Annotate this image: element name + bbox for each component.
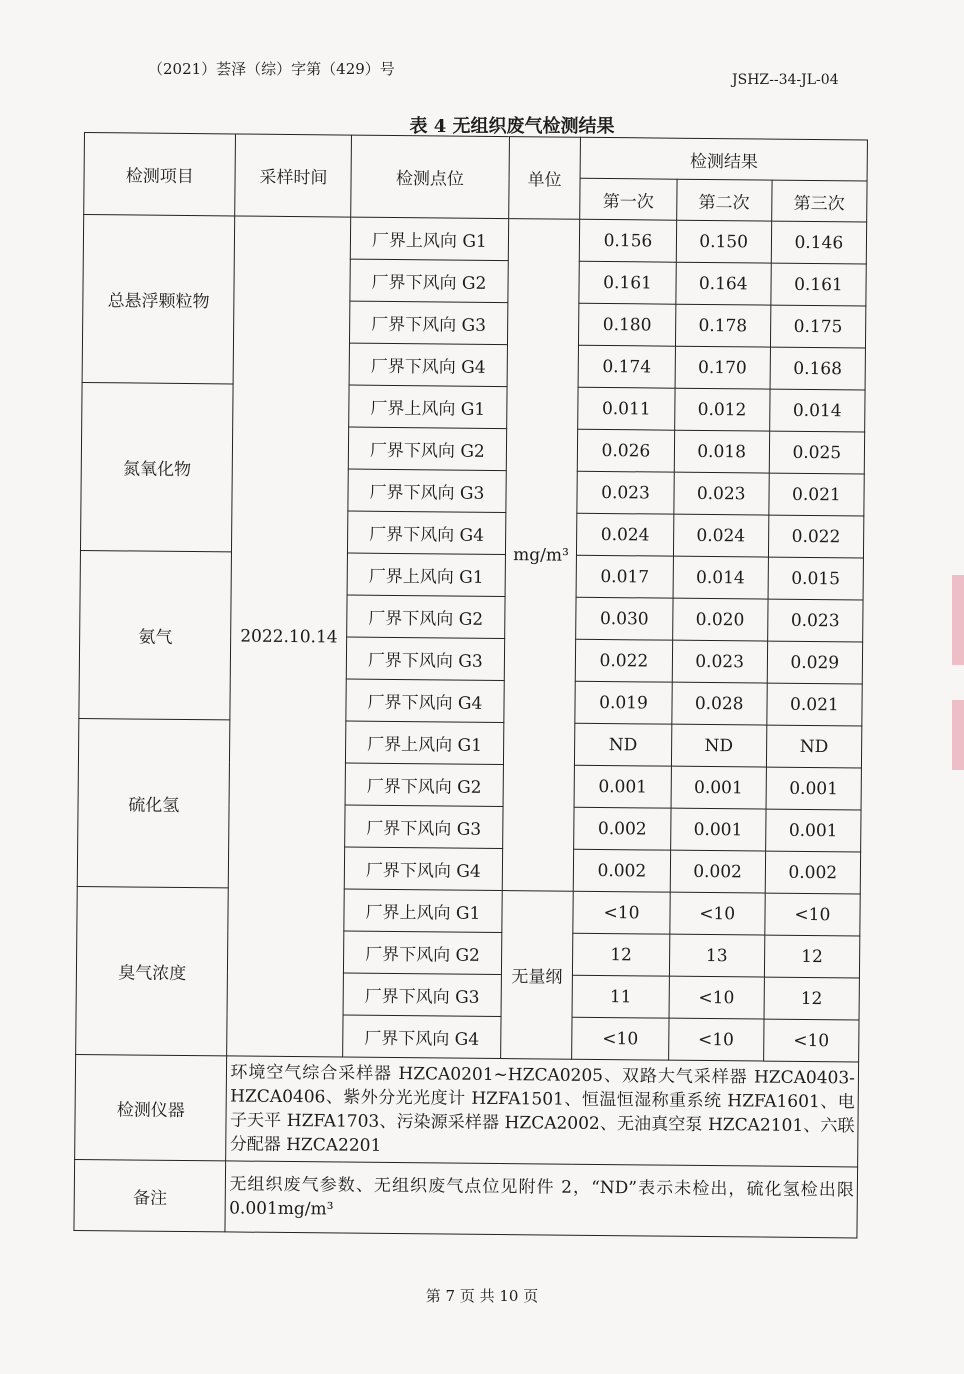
col-header-time: 采样时间 bbox=[235, 134, 351, 217]
value-cell: 0.030 bbox=[576, 597, 673, 640]
value-cell: 0.029 bbox=[767, 641, 863, 684]
sampling-time: 2022.10.14 bbox=[227, 216, 351, 1057]
point-cell: 厂界下风向 G4 bbox=[349, 343, 507, 387]
col-header-second: 第二次 bbox=[676, 179, 772, 221]
col-header-item: 检测项目 bbox=[84, 133, 236, 216]
col-header-unit: 单位 bbox=[508, 137, 580, 220]
value-cell: <10 bbox=[669, 976, 765, 1019]
table-row bbox=[83, 215, 866, 265]
value-cell: 0.001 bbox=[671, 766, 767, 809]
value-cell: 0.021 bbox=[769, 473, 865, 516]
value-cell: 0.002 bbox=[574, 849, 671, 892]
table-row bbox=[82, 382, 865, 432]
value-cell: 0.028 bbox=[671, 682, 767, 725]
value-cell: <10 bbox=[765, 893, 861, 936]
point-cell: 厂界上风向 G1 bbox=[347, 553, 505, 597]
value-cell: 0.001 bbox=[765, 809, 861, 852]
point-cell: 厂界下风向 G3 bbox=[350, 301, 508, 345]
value-cell: <10 bbox=[668, 1018, 764, 1061]
seal-edge-mark-lower bbox=[952, 700, 964, 770]
value-cell: 0.026 bbox=[578, 429, 675, 472]
value-cell: 0.168 bbox=[770, 347, 866, 390]
table-row bbox=[77, 886, 860, 936]
point-cell: 厂界下风向 G2 bbox=[344, 931, 502, 975]
table-number: 表 4 bbox=[409, 116, 447, 137]
value-cell: 0.150 bbox=[676, 220, 772, 263]
item-name: 总悬浮颗粒物 bbox=[82, 215, 235, 384]
value-cell: 12 bbox=[573, 933, 670, 976]
page-footer: 第 7 页 共 10 页 bbox=[425, 1287, 539, 1305]
value-cell: 0.023 bbox=[672, 640, 768, 683]
table-row bbox=[78, 718, 861, 768]
value-cell: 0.017 bbox=[576, 555, 673, 598]
point-cell: 厂界下风向 G2 bbox=[350, 259, 508, 303]
point-cell: 厂界上风向 G1 bbox=[349, 385, 507, 429]
value-cell: 0.015 bbox=[768, 557, 864, 600]
value-cell: 0.014 bbox=[673, 556, 769, 599]
value-cell: 0.011 bbox=[578, 387, 675, 430]
col-header-result: 检测结果 bbox=[580, 137, 867, 181]
point-cell: 厂界上风向 G1 bbox=[350, 217, 508, 261]
value-cell: 11 bbox=[572, 975, 669, 1018]
value-cell: 0.001 bbox=[670, 808, 766, 851]
value-cell: 0.180 bbox=[579, 303, 676, 346]
value-cell: 0.022 bbox=[768, 515, 864, 558]
point-cell: 厂界下风向 G4 bbox=[343, 1015, 501, 1059]
point-cell: 厂界下风向 G2 bbox=[348, 427, 506, 471]
item-name: 硫化氢 bbox=[77, 718, 230, 887]
instruments-label: 检测仪器 bbox=[75, 1054, 227, 1160]
remarks-row bbox=[74, 1159, 858, 1238]
value-cell: 0.002 bbox=[670, 850, 766, 893]
value-cell: <10 bbox=[763, 1019, 859, 1062]
value-cell: 0.023 bbox=[577, 471, 674, 514]
table-title-text: 无组织废气检测结果 bbox=[452, 116, 615, 137]
point-cell: 厂界下风向 G2 bbox=[347, 595, 505, 639]
col-header-first: 第一次 bbox=[580, 178, 677, 220]
value-cell: 0.021 bbox=[767, 683, 863, 726]
value-cell: 0.019 bbox=[575, 681, 672, 724]
point-cell: 厂界下风向 G4 bbox=[348, 511, 506, 555]
value-cell: <10 bbox=[572, 1017, 669, 1060]
item-name: 氮氧化物 bbox=[80, 382, 233, 551]
value-cell: 0.146 bbox=[771, 221, 867, 264]
value-cell: 0.014 bbox=[769, 389, 865, 432]
point-cell: 厂界上风向 G1 bbox=[346, 721, 504, 765]
value-cell: 12 bbox=[764, 935, 860, 978]
value-cell: <10 bbox=[669, 892, 765, 935]
point-cell: 厂界下风向 G3 bbox=[348, 469, 506, 513]
item-name: 氨气 bbox=[79, 550, 232, 719]
point-cell: 厂界下风向 G4 bbox=[344, 847, 502, 891]
results-table bbox=[73, 132, 868, 1238]
value-cell: 0.012 bbox=[674, 388, 770, 431]
instruments-row bbox=[75, 1054, 859, 1167]
unit-cell: mg/m³ bbox=[502, 219, 580, 892]
col-header-point: 检测点位 bbox=[351, 135, 509, 219]
value-cell: 0.161 bbox=[771, 263, 867, 306]
value-cell: 0.022 bbox=[576, 639, 673, 682]
point-cell: 厂界下风向 G3 bbox=[343, 973, 501, 1017]
value-cell: 0.001 bbox=[574, 765, 671, 808]
value-cell: 0.002 bbox=[765, 851, 861, 894]
value-cell: 0.018 bbox=[674, 430, 770, 473]
document-code: JSHZ--34-JL-04 bbox=[732, 72, 839, 88]
remarks-text: 无组织废气参数、无组织废气点位见附件 2，“ND”表示未检出，硫化氢检出限 0.001mg/m³ bbox=[225, 1161, 857, 1238]
instruments-text: 环境空气综合采样器 HZCA0201~HZCA0205、双路大气采样器 HZCA0403-HZCA0406、紫外分光光度计 HZFA1501、恒温恒湿称重系统 HZFA1601、电子天平 HZFA1703、污染源采样器 HZCA2002、无油真空泵 HZCA2101、六联分配器 HZCA2201 bbox=[226, 1056, 859, 1167]
value-cell: 0.024 bbox=[577, 513, 674, 556]
point-cell: 厂界下风向 G2 bbox=[345, 763, 503, 807]
value-cell: 0.175 bbox=[770, 305, 866, 348]
value-cell: 12 bbox=[764, 977, 860, 1020]
value-cell: 0.174 bbox=[578, 345, 675, 388]
value-cell: 0.001 bbox=[766, 767, 862, 810]
value-cell: ND bbox=[671, 724, 767, 767]
value-cell: ND bbox=[575, 723, 672, 766]
value-cell: 0.002 bbox=[574, 807, 671, 850]
value-cell: 0.023 bbox=[767, 599, 863, 642]
col-header-third: 第三次 bbox=[771, 180, 867, 222]
table-row bbox=[80, 550, 863, 600]
unit-cell-odor: 无量纲 bbox=[500, 891, 573, 1060]
point-cell: 厂界上风向 G1 bbox=[344, 889, 502, 933]
value-cell: 0.161 bbox=[579, 261, 676, 304]
value-cell: 0.170 bbox=[675, 346, 771, 389]
report-number: （2021）荟泽（综）字第（429）号 bbox=[148, 60, 395, 78]
value-cell: ND bbox=[766, 725, 862, 768]
value-cell: 0.156 bbox=[580, 219, 677, 262]
value-cell: 13 bbox=[669, 934, 765, 977]
item-name: 臭气浓度 bbox=[76, 886, 229, 1055]
point-cell: 厂界下风向 G3 bbox=[346, 637, 504, 681]
value-cell: 0.178 bbox=[675, 304, 771, 347]
value-cell: 0.023 bbox=[673, 472, 769, 515]
remarks-label: 备注 bbox=[74, 1159, 226, 1231]
point-cell: 厂界下风向 G3 bbox=[345, 805, 503, 849]
seal-edge-mark bbox=[952, 575, 964, 665]
value-cell: <10 bbox=[573, 891, 670, 934]
value-cell: 0.020 bbox=[672, 598, 768, 641]
point-cell: 厂界下风向 G4 bbox=[346, 679, 504, 723]
value-cell: 0.164 bbox=[675, 262, 771, 305]
value-cell: 0.025 bbox=[769, 431, 865, 474]
value-cell: 0.024 bbox=[673, 514, 769, 557]
